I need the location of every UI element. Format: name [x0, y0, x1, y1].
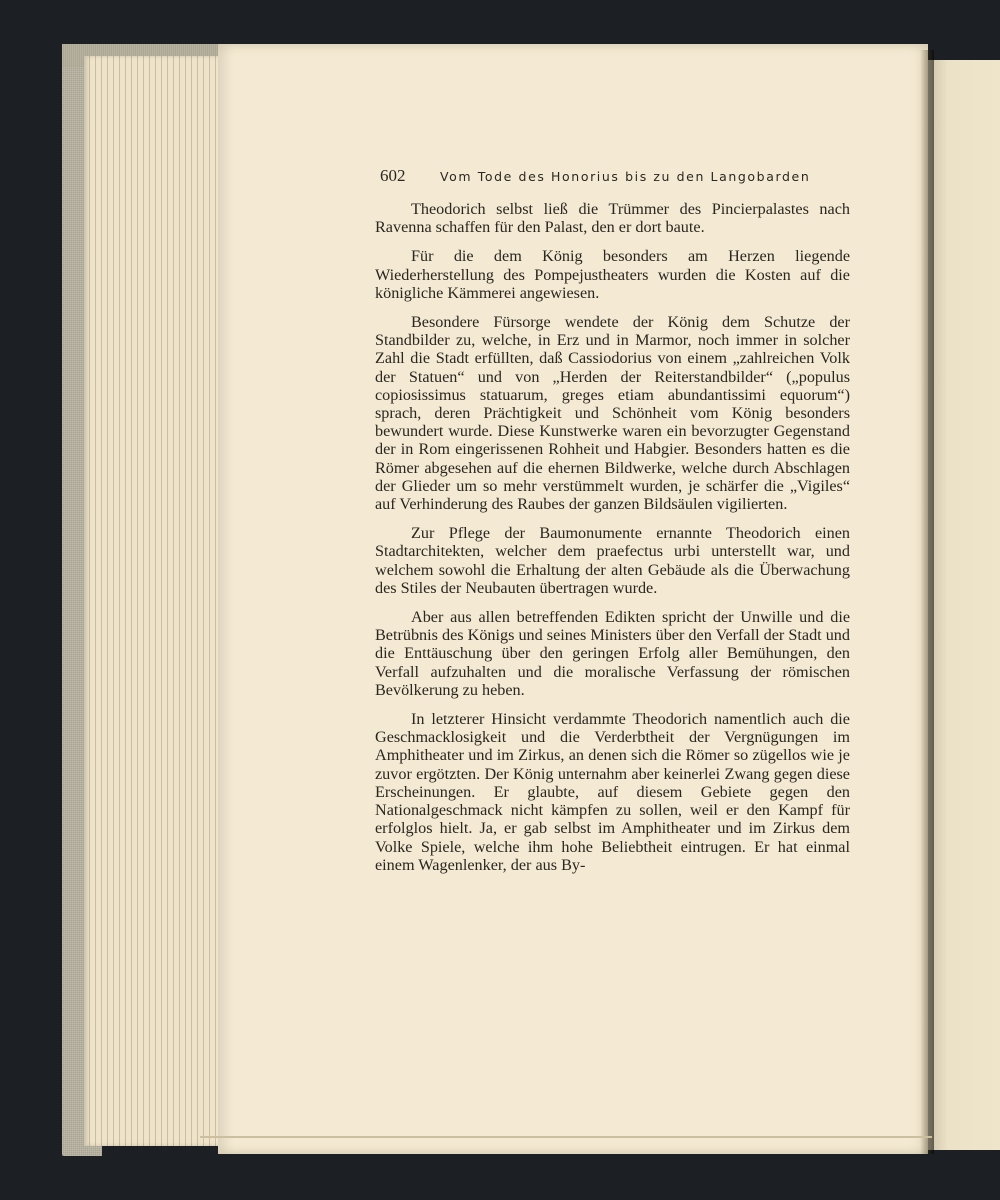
paragraph: Für die dem König besonders am Herzen liegende Wiederherstellung des Pompejustheaters wurden die Kosten auf die königliche Kämmerei angewiesen.	[375, 247, 850, 302]
paragraph: Zur Pflege der Baumonumente ernannte Theodorich einen Stadtarchitekten, welcher dem praefectus urbi unterstellt war, und welchem sowohl die Erhaltung der alten Gebäude als die Überwachung des Stiles der Neubauten übertragen wurde.	[375, 524, 850, 597]
page-gutter-shadow	[920, 50, 934, 1154]
facing-page-sliver	[928, 60, 1000, 1150]
running-title: Vom Tode des Honorius bis zu den Langobarden	[440, 169, 811, 184]
body-text	[375, 200, 850, 885]
page-bottom-edge	[200, 1136, 932, 1138]
paragraph: Aber aus allen betreffenden Edikten spricht der Unwille und die Betrübnis des Königs und seines Ministers über den Verfall der Stadt und die Enttäuschung über den geringen Erfolg aller Bemühungen, den Verfall aufzuhalten und die moralische Verfassung der römischen Bevölkerung zu heben.	[375, 608, 850, 699]
page-edge-stack	[84, 56, 224, 1146]
page-number: 602	[380, 166, 406, 185]
page-header	[380, 166, 850, 186]
paragraph: Besondere Fürsorge wendete der König dem Schutze der Standbilder zu, welche, in Erz und in Marmor, noch immer in solcher Zahl die Stadt erfüllten, daß Cassiodorius von einem „zahlreichen Volk der Statuen“ und von „Herden der Reiterstandbilder“ („populus copiosissimus statuarum, greges etiam abundantissimi equorum“) sprach, deren Prächtigkeit und Schönheit vom König besonders bewundert wurde. Diese Kunstwerke waren ein bevorzugter Gegenstand der in Rom eingerissenen Rohheit und Habgier. Besonders hatten es die Römer abgesehen auf die ehernen Bildwerke, welche durch Abschlagen der Glieder um so mehr verstümmelt wurden, je schärfer die „Vigiles“ auf Verhinderung des Raubes der ganzen Bildsäulen vigilierten.	[375, 313, 850, 514]
paragraph: In letzterer Hinsicht verdammte Theodorich namentlich auch die Geschmacklosigkeit und die Verderbtheit der Vergnügungen im Amphitheater und im Zirkus, an denen sich die Römer so zügellos wie je zuvor ergötzten. Der König unternahm aber keinerlei Zwang gegen diese Erscheinungen. Er glaubte, auf diesem Gebiete gegen den Nationalgeschmack nicht kämpfen zu sollen, weil er den Kampf für erfolglos hielt. Ja, er gab selbst im Amphitheater und im Zirkus dem Volke Spiele, welche ihm hohe Beliebtheit eintrugen. Er hat einmal einem Wagenlenker, der aus By-	[375, 710, 850, 874]
paragraph: Theodorich selbst ließ die Trümmer des Pincierpalastes nach Ravenna schaffen für den Palast, den er dort baute.	[375, 200, 850, 237]
